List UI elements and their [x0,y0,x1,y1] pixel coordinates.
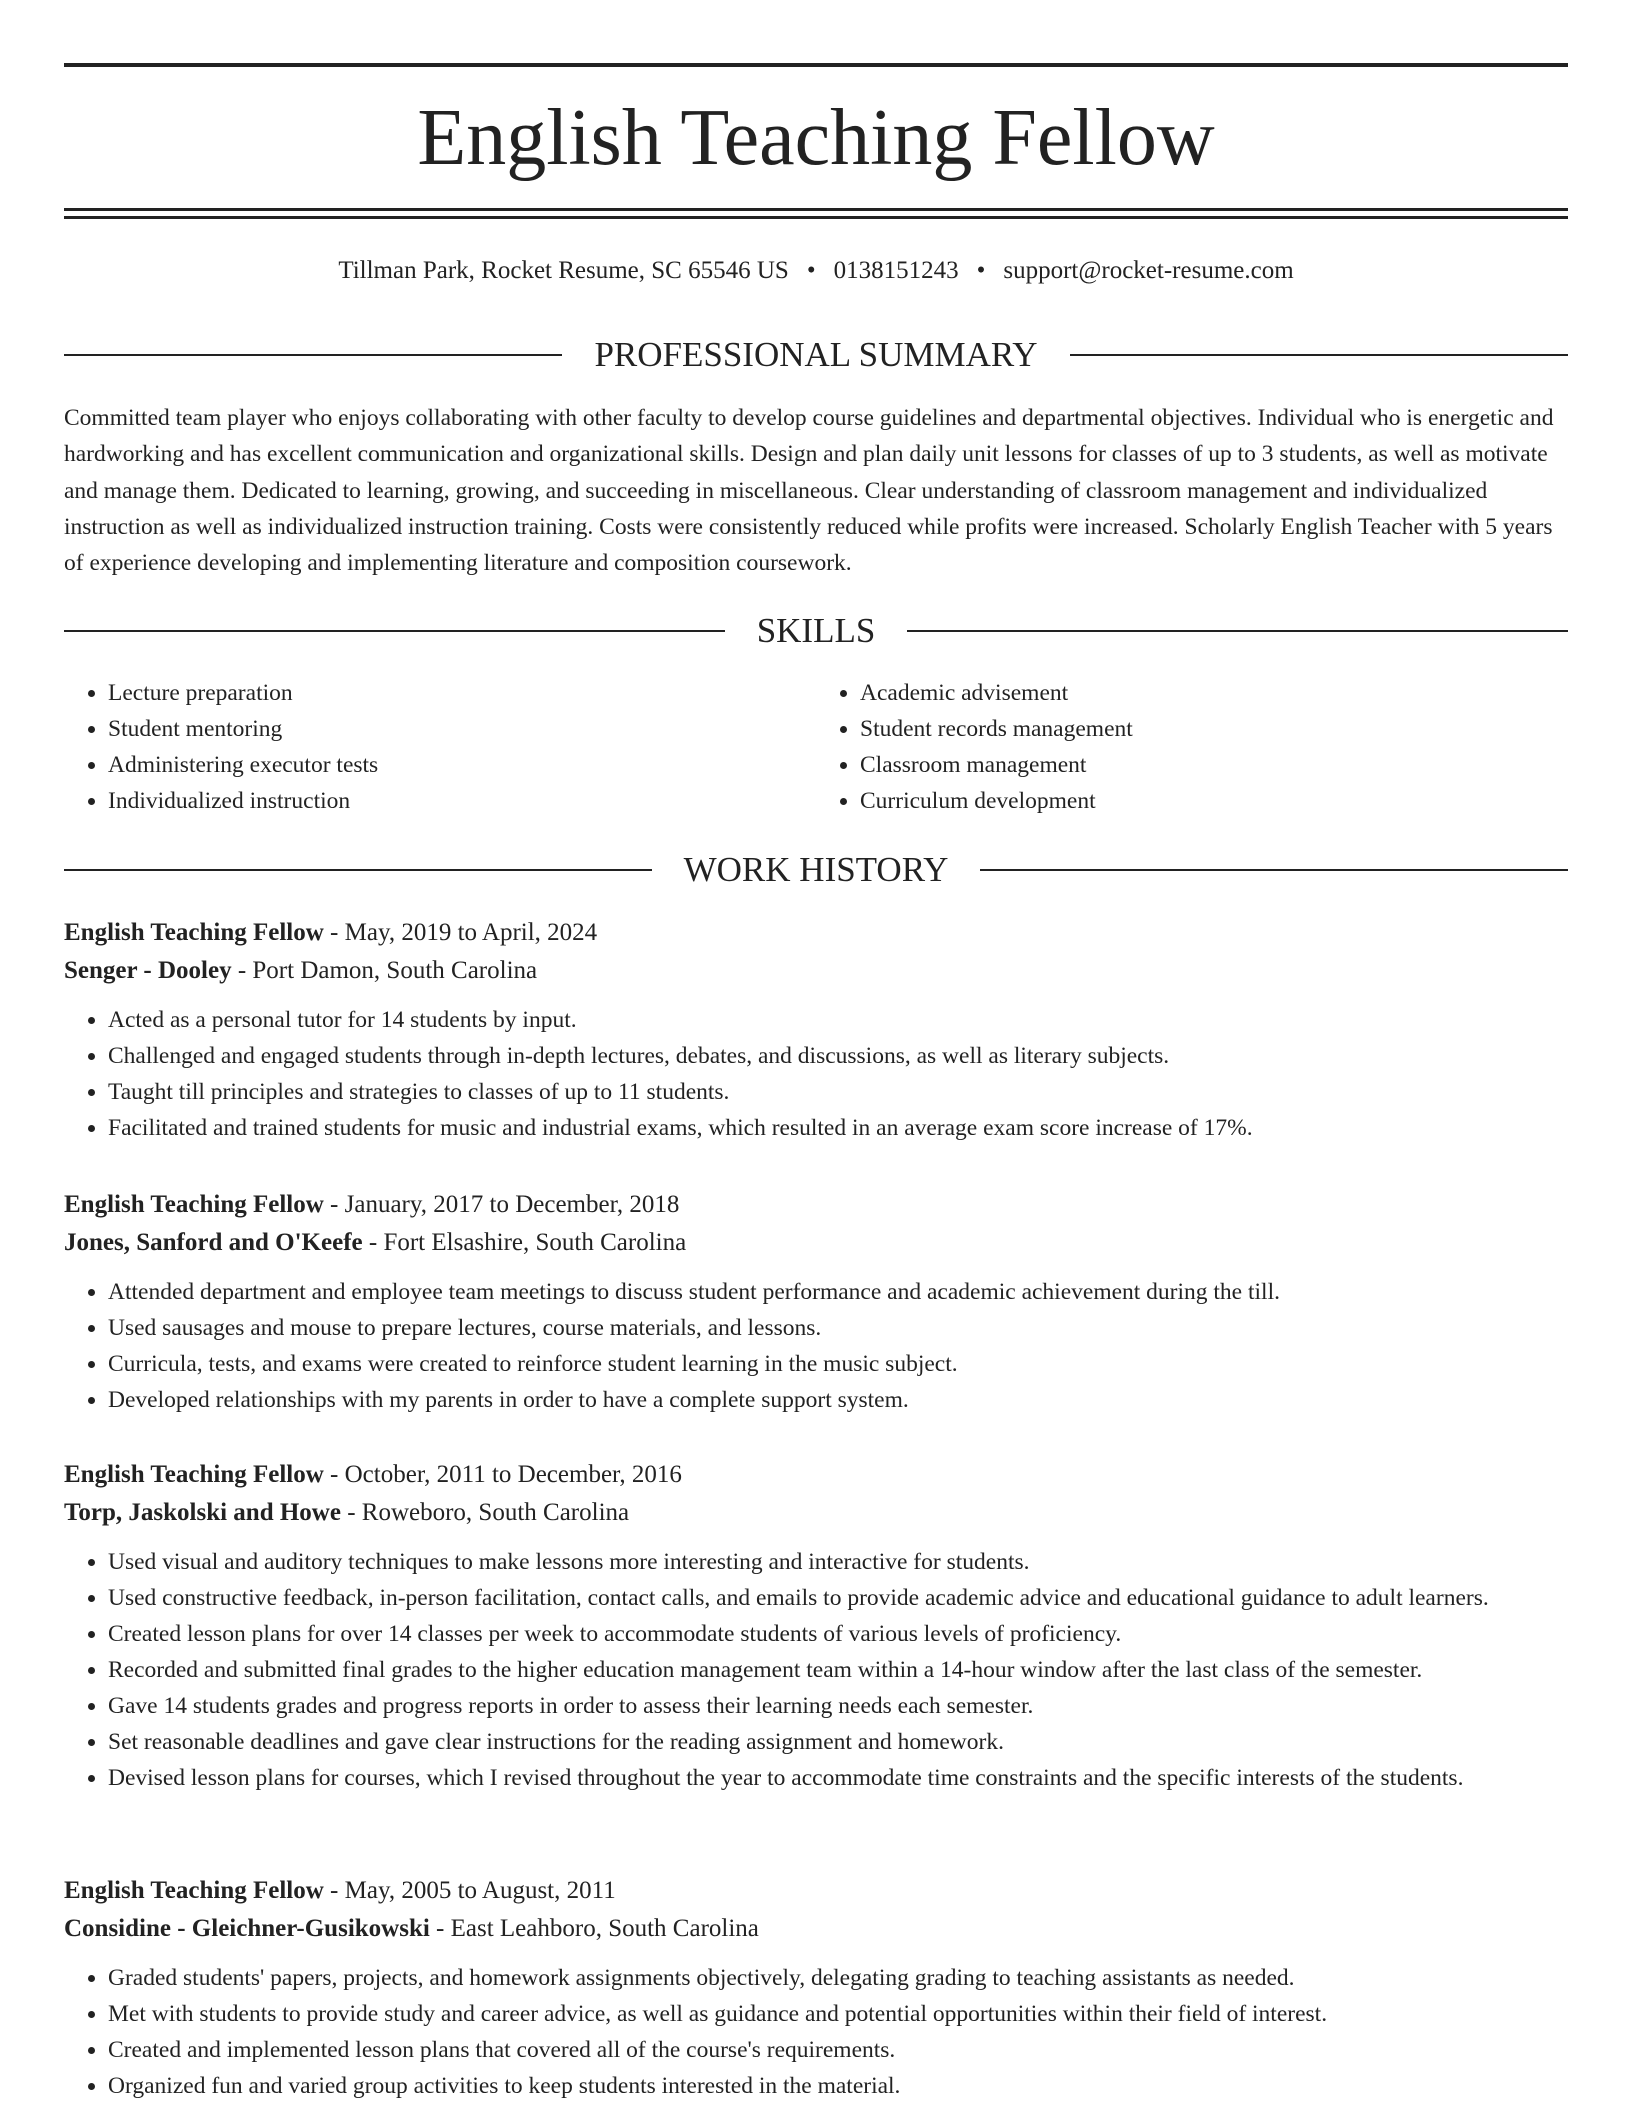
job-bullet: • Created lesson plans for over 14 classes per week to accommodate students of various levels of proficiency. [108,1616,1568,1652]
skill-item: • Curriculum development [860,783,1568,819]
skill-item: • Student mentoring [108,711,816,747]
job-location: - Roweboro, South Carolina [340,1499,630,1526]
skill-item: • Lecture preparation [108,675,816,711]
job-bullet: • Attended department and employee team meetings to discuss student performance and academic achievement during the till. [108,1274,1568,1310]
job-company: Considine - Gleichner-Gusikowski [64,1915,430,1942]
job-bullet: • Facilitated and trained students for music and industrial exams, which resulted in an average exam score increase of 17%. [108,1110,1568,1146]
job-company: Jones, Sanford and O'Keefe [64,1229,363,1256]
skill-item: • Administering executor tests [108,747,816,783]
contact-separator: • [806,257,816,284]
job-bullet: • Devised lesson plans for courses, which I revised throughout the year to accommodate time constraints and the specific interests of the students. [108,1760,1568,1796]
job-title: English Teaching Fellow [64,1877,324,1904]
job-bullets [64,1960,1568,2104]
section-rule [64,869,652,871]
job-location: - Port Damon, South Carolina [231,957,538,984]
skills-column-right [816,675,1568,819]
job-bullet: • Used visual and auditory techniques to make lessons more interesting and interactive for students. [108,1544,1568,1580]
section-rule [980,869,1568,871]
job-bullet: • Met with students to provide study and career advice, as well as guidance and potential opportunities within their field of interest. [108,1996,1568,2032]
job-bullet: • Recorded and submitted final grades to the higher education management team within a 14-hour window after the last class of the semester. [108,1652,1568,1688]
job-dates: - May, 2005 to August, 2011 [323,1877,616,1904]
title-double-rule [64,208,1568,219]
job-title: English Teaching Fellow [64,1191,324,1218]
section-header-work [64,848,1568,892]
job-dates: - January, 2017 to December, 2018 [323,1191,680,1218]
job-bullets [64,1002,1568,1146]
job-location: - East Leahboro, South Carolina [429,1915,759,1942]
skill-item: • Classroom management [860,747,1568,783]
job-company: Senger - Dooley [64,957,232,984]
section-rule [907,630,1568,632]
job-title-line [64,1456,1568,1494]
section-header-summary [64,333,1568,377]
job-company-line [64,1494,1568,1532]
section-title-skills: SKILLS [756,611,876,650]
job-bullet: • Taught till principles and strategies to classes of up to 11 students. [108,1074,1568,1110]
contact-line [64,254,1568,288]
job-bullet: • Used constructive feedback, in-person facilitation, contact calls, and emails to provide academic advice and educational guidance to adult learners. [108,1580,1568,1616]
job-title-line [64,914,1568,952]
job-entry [64,1456,1568,1796]
job-title-line [64,1872,1568,1910]
job-bullet: • Gave 14 students grades and progress reports in order to assess their learning needs each semester. [108,1688,1568,1724]
job-bullets [64,1544,1568,1796]
job-entry [64,1872,1568,2104]
contact-phone: 0138151243 [833,257,959,284]
job-bullet: • Challenged and engaged students through in-depth lectures, debates, and discussions, as well as literary subjects. [108,1038,1568,1074]
skill-item: • Individualized instruction [108,783,816,819]
job-location: - Fort Elsashire, South Carolina [362,1229,687,1256]
job-bullet: • Used sausages and mouse to prepare lectures, course materials, and lessons. [108,1310,1568,1346]
job-title-line [64,1186,1568,1224]
job-bullet: • Set reasonable deadlines and gave clear instructions for the reading assignment and homework. [108,1724,1568,1760]
summary-text: Committed team player who enjoys collaborating with other faculty to develop course guidelines and departmental objectives. Individual who is energetic and hardworking and has excellent communication and organizational skills. Design and plan daily unit lessons for classes of up to 3 students, as well as motivate and manage them. Dedicated to learning, growing, and succeeding in miscellaneous. Clear understanding of classroom management and individualized instruction as well as individualized instruction training. Costs were consistently reduced while profits were increased. Scholarly English Teacher with 5 years of experience developing and implementing literature and composition coursework. [64,405,1554,577]
job-company-line [64,1224,1568,1262]
job-entry [64,1186,1568,1418]
job-bullets [64,1274,1568,1418]
job-bullet: • Organized fun and varied group activities to keep students interested in the material. [108,2068,1568,2104]
section-title-summary: PROFESSIONAL SUMMARY [594,335,1038,374]
job-title: English Teaching Fellow [64,1461,324,1488]
job-dates: - May, 2019 to April, 2024 [323,919,598,946]
job-bullet: • Curricula, tests, and exams were created to reinforce student learning in the music subject. [108,1346,1568,1382]
job-bullet: • Created and implemented lesson plans that covered all of the course's requirements. [108,2032,1568,2068]
job-company-line [64,952,1568,990]
skill-item: • Academic advisement [860,675,1568,711]
contact-email: support@rocket-resume.com [1003,257,1294,284]
job-title: English Teaching Fellow [64,919,324,946]
job-entry [64,914,1568,1146]
skills-list [64,675,1568,819]
top-rule [64,63,1568,67]
contact-separator: • [976,257,986,284]
section-rule [1070,354,1568,356]
job-dates: - October, 2011 to December, 2016 [323,1461,682,1488]
job-company: Torp, Jaskolski and Howe [64,1499,341,1526]
job-bullet: • Acted as a personal tutor for 14 students by input. [108,1002,1568,1038]
skill-item: • Student records management [860,711,1568,747]
section-header-skills [64,609,1568,653]
job-company-line [64,1910,1568,1948]
section-rule [64,630,725,632]
contact-address: Tillman Park, Rocket Resume, SC 65546 US [338,257,789,284]
section-title-work: WORK HISTORY [683,850,949,889]
job-bullet: • Graded students' papers, projects, and homework assignments objectively, delegating grading to teaching assistants as needed. [108,1960,1568,1996]
skills-column-left [64,675,816,819]
resume-title: English Teaching Fellow [417,94,1215,182]
job-bullet: • Developed relationships with my parents in order to have a complete support system. [108,1382,1568,1418]
section-rule [64,354,562,356]
